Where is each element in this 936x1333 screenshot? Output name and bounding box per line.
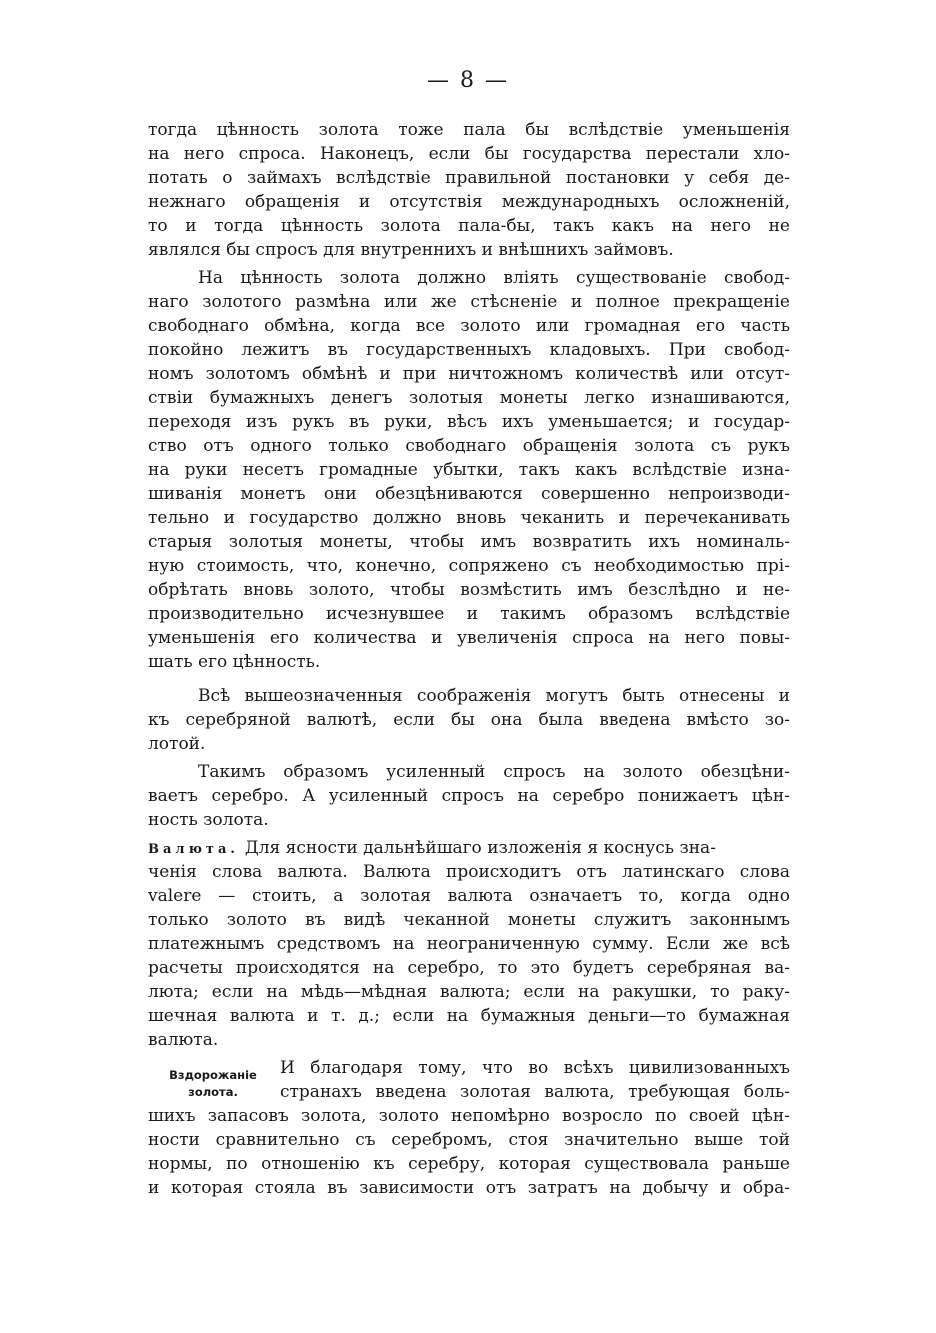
- text-line: на него спроса. Наконецъ, если бы государства перестали хло-: [148, 144, 790, 164]
- text-line: номъ золотомъ обмѣнѣ и при ничтожномъ количествѣ или отсут-: [148, 364, 790, 384]
- paragraph-2: [148, 266, 790, 674]
- text-line: переходя изъ рукъ въ руки, вѣсъ ихъ уменьшается; и государ-: [148, 412, 790, 432]
- text-line: тогда цѣнность золота тоже пала бы вслѣдствіе уменьшенія: [148, 120, 790, 140]
- text-line: На цѣнность золота должно вліять существованіе свобод-: [198, 268, 790, 288]
- text-line: потать о займахъ вслѣдствіе правильной постановки у себя де-: [148, 168, 790, 188]
- text-line: нормы, по отношенію къ серебру, которая существовала раньше: [148, 1154, 790, 1174]
- text-line: тельно и государство должно вновь чеканить и перечеканивать: [148, 508, 790, 528]
- page-number: — 8 —: [427, 68, 509, 93]
- text-line: производительно исчезнувшее и такимъ образомъ вслѣдствіе: [148, 604, 790, 624]
- text-line: нежнаго обращенія и отсутствія международныхъ осложненій,: [148, 192, 790, 212]
- text-line: обрѣтать вновь золото, чтобы возмѣстить имъ безслѣдно и не-: [148, 580, 790, 600]
- text-line: [148, 836, 790, 860]
- text-line: расчеты происходятся на серебро, то это будетъ серебряная ва-: [148, 958, 790, 978]
- text-line: шечная валюта и т. д.; если на бумажныя деньги—то бумажная: [148, 1006, 790, 1026]
- margin-note-line: золота.: [188, 1085, 238, 1099]
- text-line: уменьшенія его количества и увеличенія спроса на него повы-: [148, 628, 790, 648]
- text-line: ваетъ серебро. А усиленный спросъ на серебро понижаетъ цѣн-: [148, 786, 790, 806]
- text-line: ство отъ одного только свободнаго обращенія золота съ рукъ: [148, 436, 790, 456]
- text-line: покойно лежитъ въ государственныхъ кладовыхъ. При свобод-: [148, 340, 790, 360]
- section-lead: Валюта.: [148, 842, 239, 857]
- text-line: Всѣ вышеозначенныя соображенія могутъ быть отнесены и: [198, 686, 790, 706]
- margin-note-line: Вздорожаніе: [169, 1068, 257, 1082]
- paragraph-6: [148, 1056, 790, 1200]
- text-line-content: Для ясности дальнѣйшаго изложенія я коснусь зна-: [244, 838, 716, 858]
- text-line: валюта.: [148, 1030, 219, 1050]
- text-line: странахъ введена золотая валюта, требующая боль-: [280, 1082, 790, 1102]
- text-line: на руки несетъ громадные убытки, такъ какъ вслѣдствіе изна-: [148, 460, 790, 480]
- text-line: то и тогда цѣнность золота пала-бы, такъ какъ на него не: [148, 216, 790, 236]
- text-line: valere — стоить, а золотая валюта означаетъ то, когда одно: [148, 886, 790, 906]
- text-line: лотой.: [148, 734, 206, 754]
- text-line: къ серебряной валютѣ, если бы она была введена вмѣсто зо-: [148, 710, 790, 730]
- paragraph-1: [148, 118, 790, 262]
- text-line: являлся бы спросъ для внутреннихъ и внѣшнихъ займовъ.: [148, 240, 674, 260]
- paragraph-valuta: [148, 836, 790, 1052]
- text-line: ствіи бумажныхъ денегъ золотыя монеты легко изнашиваются,: [148, 388, 790, 408]
- text-line: И благодаря тому, что во всѣхъ цивилизованныхъ: [280, 1058, 790, 1078]
- text-line: шать его цѣнность.: [148, 652, 321, 672]
- paragraph-4: [148, 760, 790, 832]
- text-line: ности сравнительно съ серебромъ, стоя значительно выше той: [148, 1130, 790, 1150]
- text-line: свободнаго обмѣна, когда все золото или громадная его часть: [148, 316, 790, 336]
- text-line: люта; если на мѣдь—мѣдная валюта; если на ракушки, то раку-: [148, 982, 790, 1002]
- text-line: ченія слова валюта. Валюта происходитъ отъ латинскаго слова: [148, 862, 790, 882]
- text-line: старыя золотыя монеты, чтобы имъ возвратить ихъ номиналь-: [148, 532, 790, 552]
- text-line: наго золотого размѣна или же стѣсненіе и полное прекращеніе: [148, 292, 790, 312]
- text-line: и которая стояла въ зависимости отъ затратъ на добычу и обра-: [148, 1178, 790, 1198]
- paragraph-3: [148, 684, 790, 756]
- text-line: только золото въ видѣ чеканной монеты служитъ законнымъ: [148, 910, 790, 930]
- text-line: шихъ запасовъ золота, золото непомѣрно возросло по своей цѣн-: [148, 1106, 790, 1126]
- text-line: ность золота.: [148, 810, 269, 830]
- text-line: платежнымъ средствомъ на неограниченную сумму. Если же всѣ: [148, 934, 790, 954]
- text-line: ную стоимость, что, конечно, сопряжено съ необходимостью прі-: [148, 556, 790, 576]
- text-line: шиванія монетъ они обезцѣниваются совершенно непроизводи-: [148, 484, 790, 504]
- text-line: Такимъ образомъ усиленный спросъ на золото обезцѣни-: [198, 762, 790, 782]
